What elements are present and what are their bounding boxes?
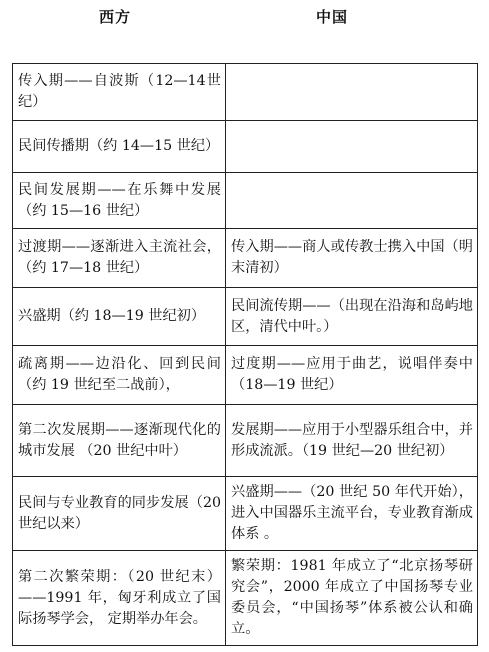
table-row [13, 121, 478, 173]
table-row [13, 346, 478, 405]
table-row [13, 288, 478, 346]
comparison-table [12, 63, 478, 646]
column-headers [0, 0, 489, 30]
west-cell: 民间传播期（约 14—15 世纪） [13, 121, 226, 173]
china-cell [226, 121, 478, 173]
china-cell: 过度期——应用于曲艺，说唱伴奏中（18—19 世纪） [226, 346, 478, 405]
china-cell: 民间流传期——（出现在沿海和岛屿地区，清代中叶。） [226, 288, 478, 346]
west-cell: 民间发展期——在乐舞中发展（约 15—16 世纪） [13, 173, 226, 229]
china-cell: 兴盛期——（20 世纪 50 年代开始），进入中国器乐主流平台，专业教育渐成体系 。 [226, 477, 478, 551]
table-row [13, 551, 478, 646]
china-cell: 发展期——应用于小型器乐组合中，并形成流派。（19 世纪—20 世纪初） [226, 405, 478, 477]
west-cell: 传入期——自波斯（12—14世纪） [13, 64, 226, 121]
table-row [13, 405, 478, 477]
table-row [13, 173, 478, 229]
table-row [13, 64, 478, 121]
west-cell: 过渡期——逐渐进入主流社会，（约 17—18 世纪） [13, 229, 226, 288]
header-china: 中国 [316, 8, 349, 26]
west-cell: 第二次繁荣期：（20 世纪末）——1991 年，匈牙利成立了国际扬琴学会， 定期举办年会。 [13, 551, 226, 646]
china-cell: 传入期——商人或传教士携入中国（明末清初） [226, 229, 478, 288]
west-cell: 疏离期——边沿化、回到民间（约 19 世纪至二战前）， [13, 346, 226, 405]
china-cell: 繁荣期：1981 年成立了“北京扬琴研究会”，2000 年成立了中国扬琴专业委员会，“中国扬琴”体系被公认和确立。 [226, 551, 478, 646]
table-row [13, 229, 478, 288]
header-west: 西方 [99, 8, 132, 26]
west-cell: 第二次发展期——逐渐现代化的城市发展 （20 世纪中叶） [13, 405, 226, 477]
table-row [13, 477, 478, 551]
west-cell: 兴盛期（约 18—19 世纪初） [13, 288, 226, 346]
west-cell: 民间与专业教育的同步发展（20 世纪以来） [13, 477, 226, 551]
china-cell [226, 173, 478, 229]
china-cell [226, 64, 478, 121]
